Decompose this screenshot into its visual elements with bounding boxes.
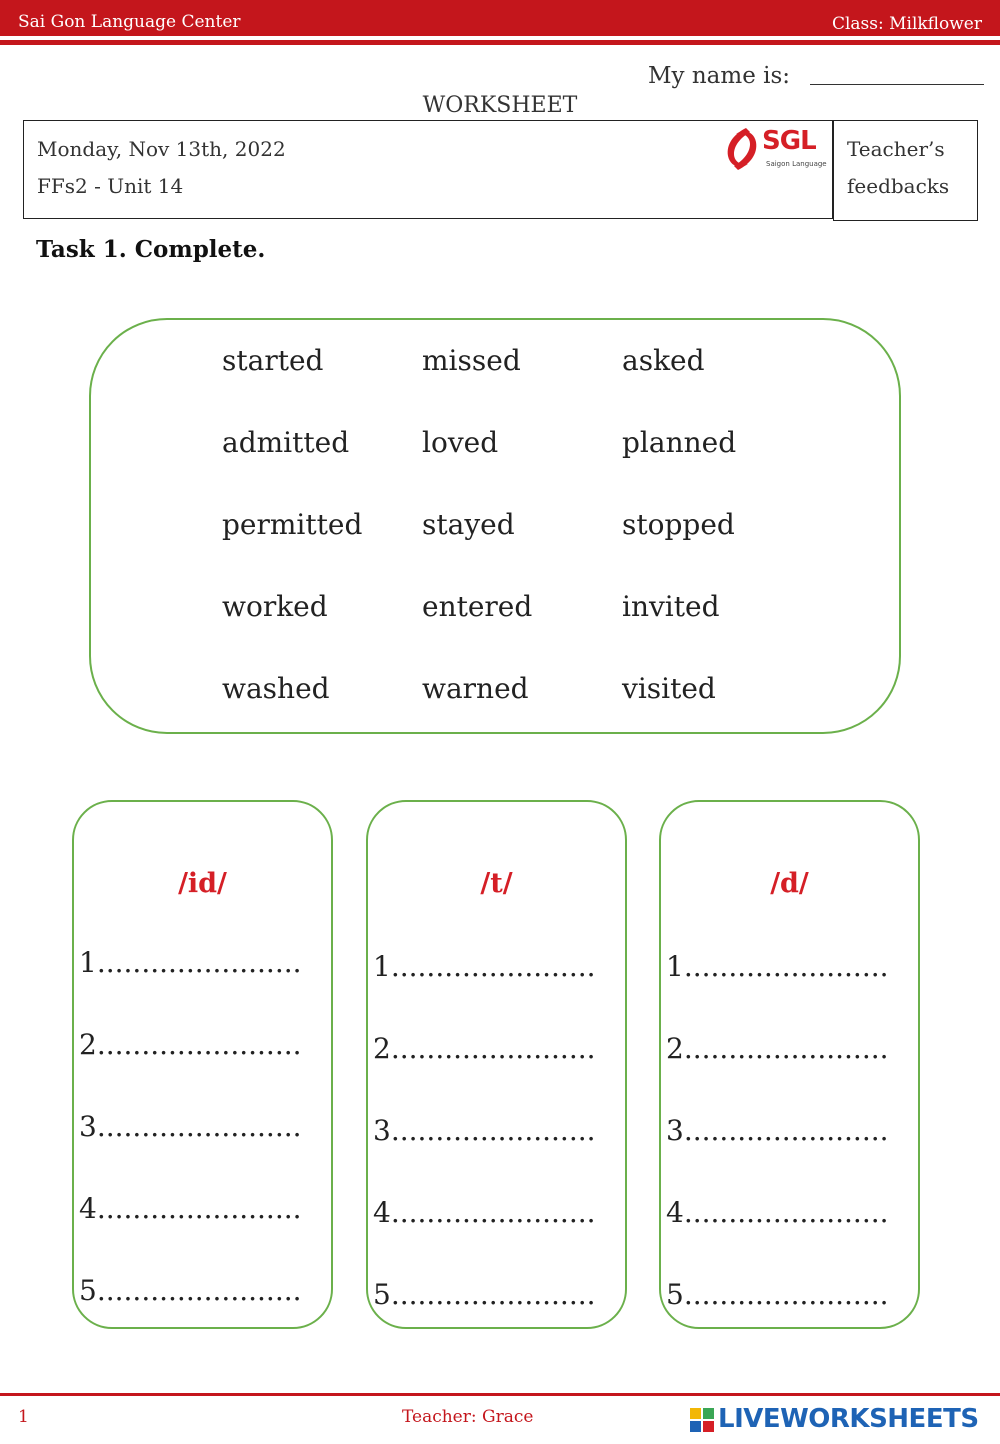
word-bank-word: started xyxy=(222,344,324,377)
answer-blank[interactable]: 1....................... xyxy=(373,950,596,983)
column-header: /d/ xyxy=(770,868,809,899)
column-header: /id/ xyxy=(178,868,227,899)
word-bank-word: stayed xyxy=(422,508,515,541)
answer-blank[interactable]: 5....................... xyxy=(373,1278,596,1311)
word-bank-word: planned xyxy=(622,426,737,459)
page-number: 1 xyxy=(18,1407,29,1427)
liveworksheets-logo xyxy=(690,1402,990,1436)
answer-blank[interactable]: 1....................... xyxy=(79,946,302,979)
liveworksheets-text: LIVEWORKSHEETS xyxy=(718,1404,979,1434)
header-divider xyxy=(0,40,1000,45)
logo-text: SGL xyxy=(762,126,816,156)
answer-blank[interactable]: 3....................... xyxy=(373,1114,596,1147)
worksheet-title: WORKSHEET xyxy=(422,93,578,118)
liveworksheets-grid-icon xyxy=(690,1408,714,1432)
answer-blank[interactable]: 5....................... xyxy=(666,1278,889,1311)
task-title: Task 1. Complete. xyxy=(36,236,266,263)
answer-blank[interactable]: 5....................... xyxy=(79,1274,302,1307)
id-column xyxy=(72,800,333,1329)
t-column xyxy=(366,800,627,1329)
header-bar xyxy=(0,0,1000,36)
my-name-label: My name is: xyxy=(648,63,791,89)
feedback-label-line2: feedbacks xyxy=(847,174,950,198)
logo-subtext: Saigon Language xyxy=(766,160,827,168)
word-bank-word: entered xyxy=(422,590,533,623)
answer-blank[interactable]: 4....................... xyxy=(373,1196,596,1229)
word-bank-word: missed xyxy=(422,344,521,377)
word-bank-word: invited xyxy=(622,590,720,623)
d-column xyxy=(659,800,920,1329)
word-bank-word: stopped xyxy=(622,508,735,541)
answer-blank[interactable]: 3....................... xyxy=(79,1110,302,1143)
word-bank-word: washed xyxy=(222,672,330,705)
lesson-unit: FFs2 - Unit 14 xyxy=(37,174,184,198)
sgl-swirl-icon xyxy=(720,124,764,174)
answer-blank[interactable]: 1....................... xyxy=(666,950,889,983)
class-name: Class: Milkflower xyxy=(831,14,982,34)
answer-blank[interactable]: 2....................... xyxy=(666,1032,889,1065)
word-bank-word: warned xyxy=(422,672,529,705)
teacher-feedback-box xyxy=(833,120,978,221)
answer-blank[interactable]: 2....................... xyxy=(373,1032,596,1065)
info-box xyxy=(23,120,833,219)
footer-divider xyxy=(0,1393,1000,1396)
answer-blank[interactable]: 3....................... xyxy=(666,1114,889,1147)
column-header: /t/ xyxy=(480,868,513,899)
answer-blank[interactable]: 4....................... xyxy=(666,1196,889,1229)
answer-blank[interactable]: 4....................... xyxy=(79,1192,302,1225)
name-input-line[interactable] xyxy=(810,84,984,85)
word-bank-word: worked xyxy=(222,590,328,623)
answer-blank[interactable]: 2....................... xyxy=(79,1028,302,1061)
center-name: Sai Gon Language Center xyxy=(18,12,241,32)
lesson-date: Monday, Nov 13th, 2022 xyxy=(37,137,286,161)
feedback-label-line1: Teacher’s xyxy=(847,137,945,161)
word-bank-word: permitted xyxy=(222,508,363,541)
sgl-logo xyxy=(720,124,830,174)
word-bank-word: admitted xyxy=(222,426,350,459)
teacher-name: Teacher: Grace xyxy=(402,1407,534,1427)
word-bank-word: visited xyxy=(622,672,716,705)
word-bank-word: loved xyxy=(422,426,499,459)
word-bank-word: asked xyxy=(622,344,705,377)
